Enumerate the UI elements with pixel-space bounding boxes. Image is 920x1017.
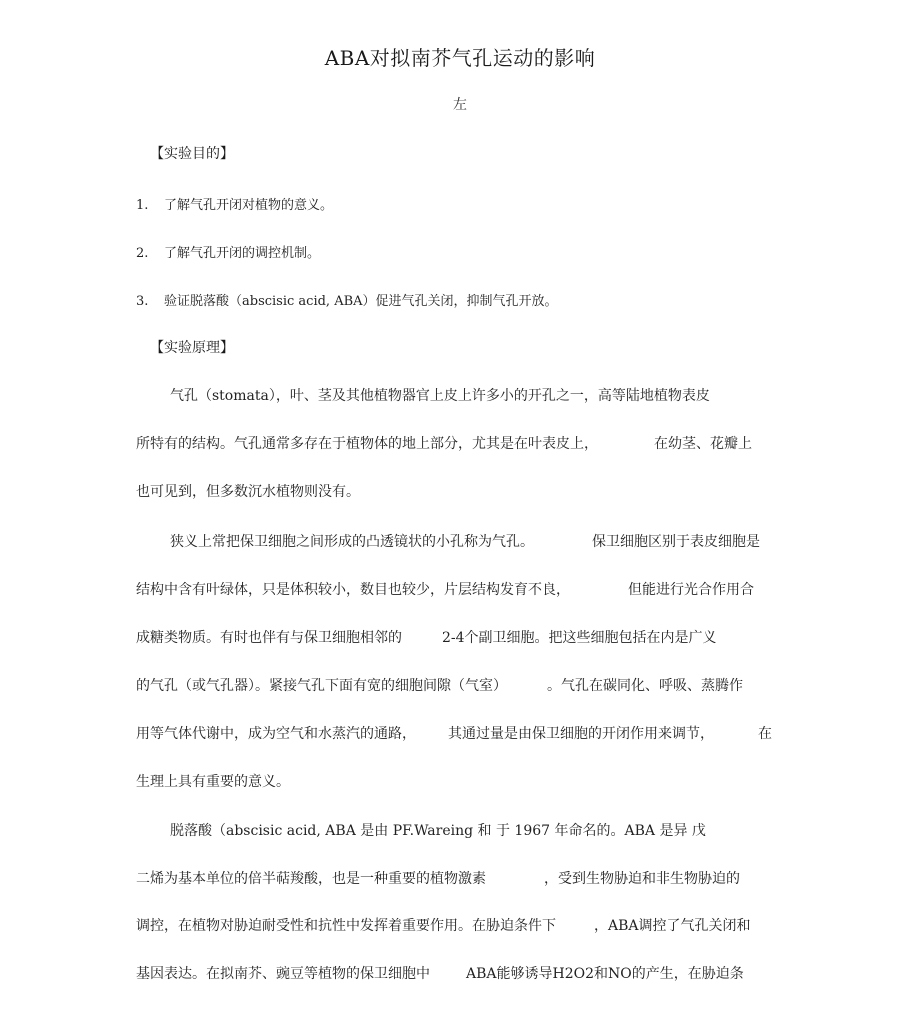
text-segment: 保卫细胞区别于表皮细胞是 bbox=[592, 534, 760, 550]
paragraph-2-line-5 bbox=[136, 723, 772, 743]
text-segment: ，ABA调控了气孔关闭和 bbox=[594, 918, 751, 934]
purpose-item-1 bbox=[136, 194, 333, 213]
list-number: 2. bbox=[136, 246, 149, 261]
paragraph-2-line-1 bbox=[170, 531, 760, 551]
text-segment: 二烯为基本单位的倍半萜羧酸，也是一种重要的植物激素 bbox=[136, 871, 486, 887]
text-segment: ，受到生物胁迫和非生物胁迫的 bbox=[544, 871, 740, 887]
paragraph-1-line-1: 气孔（stomata），叶、茎及其他植物器官上皮上许多小的开孔之一，高等陆地植物表皮 bbox=[170, 388, 710, 404]
text-segment: 其通过量是由保卫细胞的开闭作用来调节， bbox=[448, 726, 714, 742]
list-text: 了解气孔开闭对植物的意义。 bbox=[164, 198, 334, 213]
list-number: 3. bbox=[136, 294, 149, 309]
purpose-item-3 bbox=[136, 290, 558, 309]
list-text: 了解气孔开闭的调控机制。 bbox=[164, 246, 321, 261]
text-segment: 成糖类物质。有时也伴有与保卫细胞相邻的 bbox=[136, 630, 402, 646]
text-segment: 用等气体代谢中，成为空气和水蒸汽的通路， bbox=[136, 726, 416, 742]
text-segment: 结构中含有叶绿体，只是体积较小，数目也较少，片层结构发育不良， bbox=[136, 582, 570, 598]
purpose-item-2 bbox=[136, 242, 320, 261]
text-segment: ABA能够诱导H2O2和NO的产生，在胁迫条 bbox=[466, 966, 744, 982]
text-segment: 的气孔（或气孔器）。紧接气孔下面有宽的细胞间隙（气室） bbox=[136, 678, 507, 694]
paragraph-1-line-2 bbox=[136, 433, 752, 453]
paragraph-3-line-4 bbox=[136, 963, 744, 983]
paragraph-2-line-4 bbox=[136, 675, 743, 695]
section-heading-purpose: 【实验目的】 bbox=[150, 146, 234, 162]
list-text: 验证脱落酸（abscisic acid, ABA）促进气孔关闭，抑制气孔开放。 bbox=[164, 294, 558, 309]
document-title: ABA对拟南芥气孔运动的影响 bbox=[324, 46, 596, 70]
text-segment: 。气孔在碳同化、呼吸、蒸腾作 bbox=[547, 678, 743, 694]
paragraph-2-line-6: 生理上具有重要的意义。 bbox=[136, 774, 290, 790]
text-segment: 但能进行光合作用合 bbox=[628, 582, 754, 598]
paragraph-2-line-3 bbox=[136, 627, 717, 647]
text-segment: 在幼茎、花瓣上 bbox=[654, 436, 752, 452]
document-author: 左 bbox=[453, 97, 467, 113]
section-heading-principle: 【实验原理】 bbox=[150, 340, 234, 356]
paragraph-3-line-1: 脱落酸（abscisic acid, ABA 是由 PF.Wareing 和 于 1967 年命名的。ABA 是异 戊 bbox=[170, 823, 706, 839]
text-segment: 调控，在植物对胁迫耐受性和抗性中发挥着重要作用。在胁迫条件下 bbox=[136, 918, 556, 934]
text-segment: 在 bbox=[758, 726, 772, 742]
paragraph-3-line-2 bbox=[136, 868, 740, 888]
paragraph-2-line-2 bbox=[136, 579, 754, 599]
paragraph-3-line-3 bbox=[136, 915, 751, 935]
paragraph-1-line-3: 也可见到，但多数沉水植物则没有。 bbox=[136, 484, 360, 500]
text-segment: 基因表达。在拟南芥、豌豆等植物的保卫细胞中 bbox=[136, 966, 430, 982]
text-segment: 所特有的结构。气孔通常多存在于植物体的地上部分，尤其是在叶表皮上， bbox=[136, 436, 598, 452]
text-segment: 2-4个副卫细胞。把这些细胞包括在内是广义 bbox=[442, 630, 717, 646]
text-segment: 狭义上常把保卫细胞之间形成的凸透镜状的小孔称为气孔。 bbox=[170, 534, 534, 550]
list-number: 1. bbox=[136, 198, 149, 213]
